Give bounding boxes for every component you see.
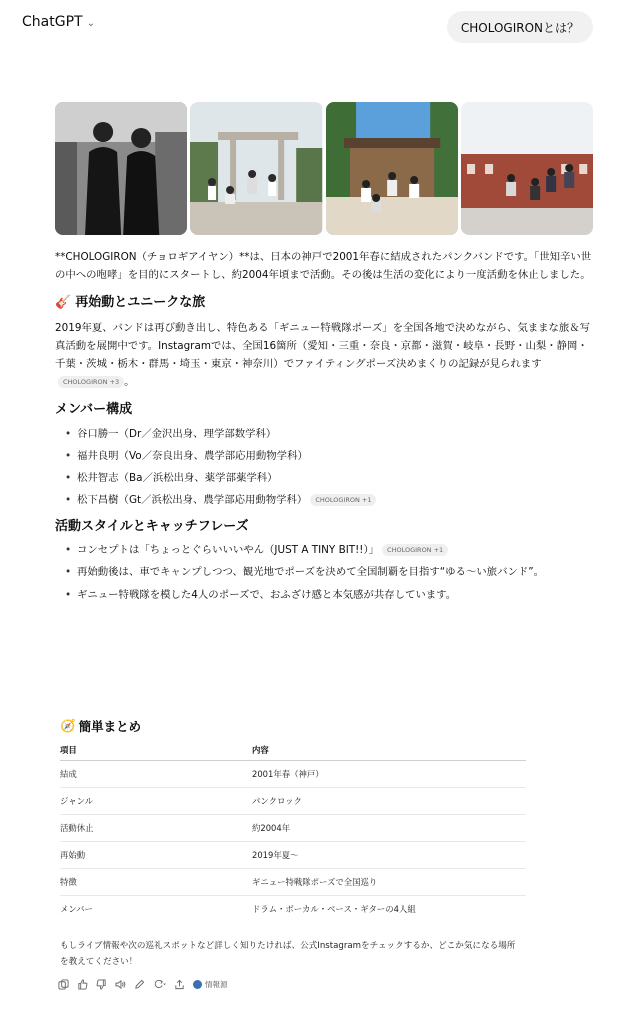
list-item — [63, 492, 593, 508]
thumbs-down-icon[interactable] — [96, 979, 107, 990]
list-item — [63, 448, 593, 464]
table-cell: ドラム・ボーカル・ベース・ギターの4人組 — [252, 903, 416, 914]
list-item — [63, 587, 593, 603]
user-message-bubble: CHOLOGIRONとは？ — [447, 11, 593, 43]
table-header-row — [60, 740, 526, 760]
table-cell: 特徴 — [60, 868, 252, 895]
table-cell: 約2004年 — [252, 814, 526, 841]
summary-table — [60, 740, 526, 922]
band-photo-4[interactable] — [461, 102, 593, 235]
top-bar — [0, 0, 637, 54]
edit-icon[interactable] — [134, 979, 145, 990]
section-heading-restart — [55, 294, 593, 312]
table-cell: ギニュー特戦隊ポーズで全国巡り — [252, 868, 526, 895]
members-list — [55, 426, 593, 509]
source-chip[interactable]: CHOLOGIRON +3 — [58, 376, 124, 388]
table-row — [60, 760, 526, 787]
table-header-content: 内容 — [252, 740, 526, 760]
member-text: 松下昌樹（Gt／浜松出身、農学部応用動物学科） — [77, 493, 308, 506]
guitar-icon: 🎸 — [55, 295, 72, 311]
summary-title-text: 簡単まとめ — [78, 719, 142, 734]
table-cell: パンクロック — [252, 787, 526, 814]
closing-paragraph: もしライブ情報や次の巡礼スポットなど詳しく知りたければ、公式Instagramをチェックするか、どこか気になる場所を教えてください！ — [60, 941, 516, 968]
section-heading-style: 活動スタイルとキャッチフレーズ — [55, 519, 249, 535]
table-cell: ジャンル — [60, 787, 252, 814]
style-text: ギニュー特戦隊を模した4人のポーズで、おふざけ感と本気感が共存しています。 — [77, 588, 457, 601]
model-name: ChatGPT — [22, 14, 83, 30]
source-chip[interactable]: CHOLOGIRON +1 — [382, 544, 448, 556]
table-cell: 結成 — [60, 760, 252, 787]
section-title: 再始動とユニークな旅 — [75, 295, 206, 311]
table-cell: メンバー — [60, 903, 93, 914]
thumbs-up-icon[interactable] — [77, 979, 88, 990]
table-row — [60, 841, 526, 868]
compass-icon: 🧭 — [60, 718, 76, 733]
list-item — [63, 426, 593, 442]
chevron-down-icon: ⌄ — [86, 17, 95, 29]
table-cell: 再始動 — [60, 841, 252, 868]
share-icon[interactable] — [174, 979, 185, 990]
table-row — [60, 787, 526, 814]
band-photo-2[interactable] — [190, 102, 322, 235]
member-text: 谷口勝一（Dr／金沢出身、理学部数学科） — [77, 427, 277, 440]
copy-icon[interactable] — [58, 979, 69, 990]
member-text: 松井智志（Ba／浜松出身、薬学部薬学科） — [77, 471, 278, 484]
style-list — [55, 542, 593, 602]
sources-button[interactable] — [193, 979, 228, 990]
table-cell: 2019年夏〜 — [252, 841, 526, 868]
section-heading-members: メンバー構成 — [55, 402, 133, 418]
style-text: コンセプトは「ちょっとぐらいいいやん（JUST A TINY BIT!!）」 — [77, 544, 380, 557]
table-cell: 2001年春（神戸） — [252, 760, 526, 787]
list-item — [63, 470, 593, 486]
restart-tail: 。 — [124, 376, 135, 389]
table-row — [60, 895, 526, 922]
intro-paragraph: **CHOLOGIRON（チョロギアイヤン）**は、日本の神戸で2001年春に結成されたパンクバンドです。「世知辛い世の中への咆哮」を目的にスタートし、約2004年頃まで活動。その後は生活の変化により一度活動を休止しました。 — [55, 251, 592, 282]
model-selector[interactable] — [22, 14, 95, 30]
band-photo-3[interactable] — [326, 102, 458, 235]
message-actions — [58, 979, 228, 990]
table-cell: 活動休止 — [60, 814, 252, 841]
list-item — [63, 564, 593, 580]
summary-heading — [60, 717, 141, 735]
restart-text: 2019年夏、バンドは再び動き出し、特色ある「ギニュー特戦隊ポーズ」を全国各地で決めながら、気ままな旅＆写真活動を展開中です。Instagramでは、全国16箇所（愛知・三重・奈良・京都・滋賀・岐阜・長野・山梨・静岡・千葉・茨城・栃木・群馬・埼玉・東京・神奈川）でファイティングポーズ決めまくりの記録が見られます — [55, 321, 591, 370]
assistant-answer — [55, 248, 593, 613]
source-chip[interactable]: CHOLOGIRON +1 — [310, 494, 376, 506]
image-gallery — [55, 102, 593, 235]
sources-label: 情報源 — [205, 980, 228, 989]
style-text: 再始動後は、車でキャンプしつつ、観光地でポーズを決めて全国制覇を目指す“ゆる〜い旅バンド”。 — [77, 566, 545, 579]
member-text: 福井良明（Vo／奈良出身、農学部応用動物学科） — [77, 449, 308, 462]
band-photo-1[interactable] — [55, 102, 187, 235]
table-row — [60, 868, 526, 895]
source-favicon-icon — [193, 980, 202, 989]
list-item — [63, 542, 593, 558]
regenerate-icon[interactable] — [153, 979, 166, 990]
restart-paragraph — [55, 319, 593, 392]
table-header-item: 項目 — [60, 740, 252, 760]
table-row — [60, 814, 526, 841]
speaker-icon[interactable] — [115, 979, 126, 990]
